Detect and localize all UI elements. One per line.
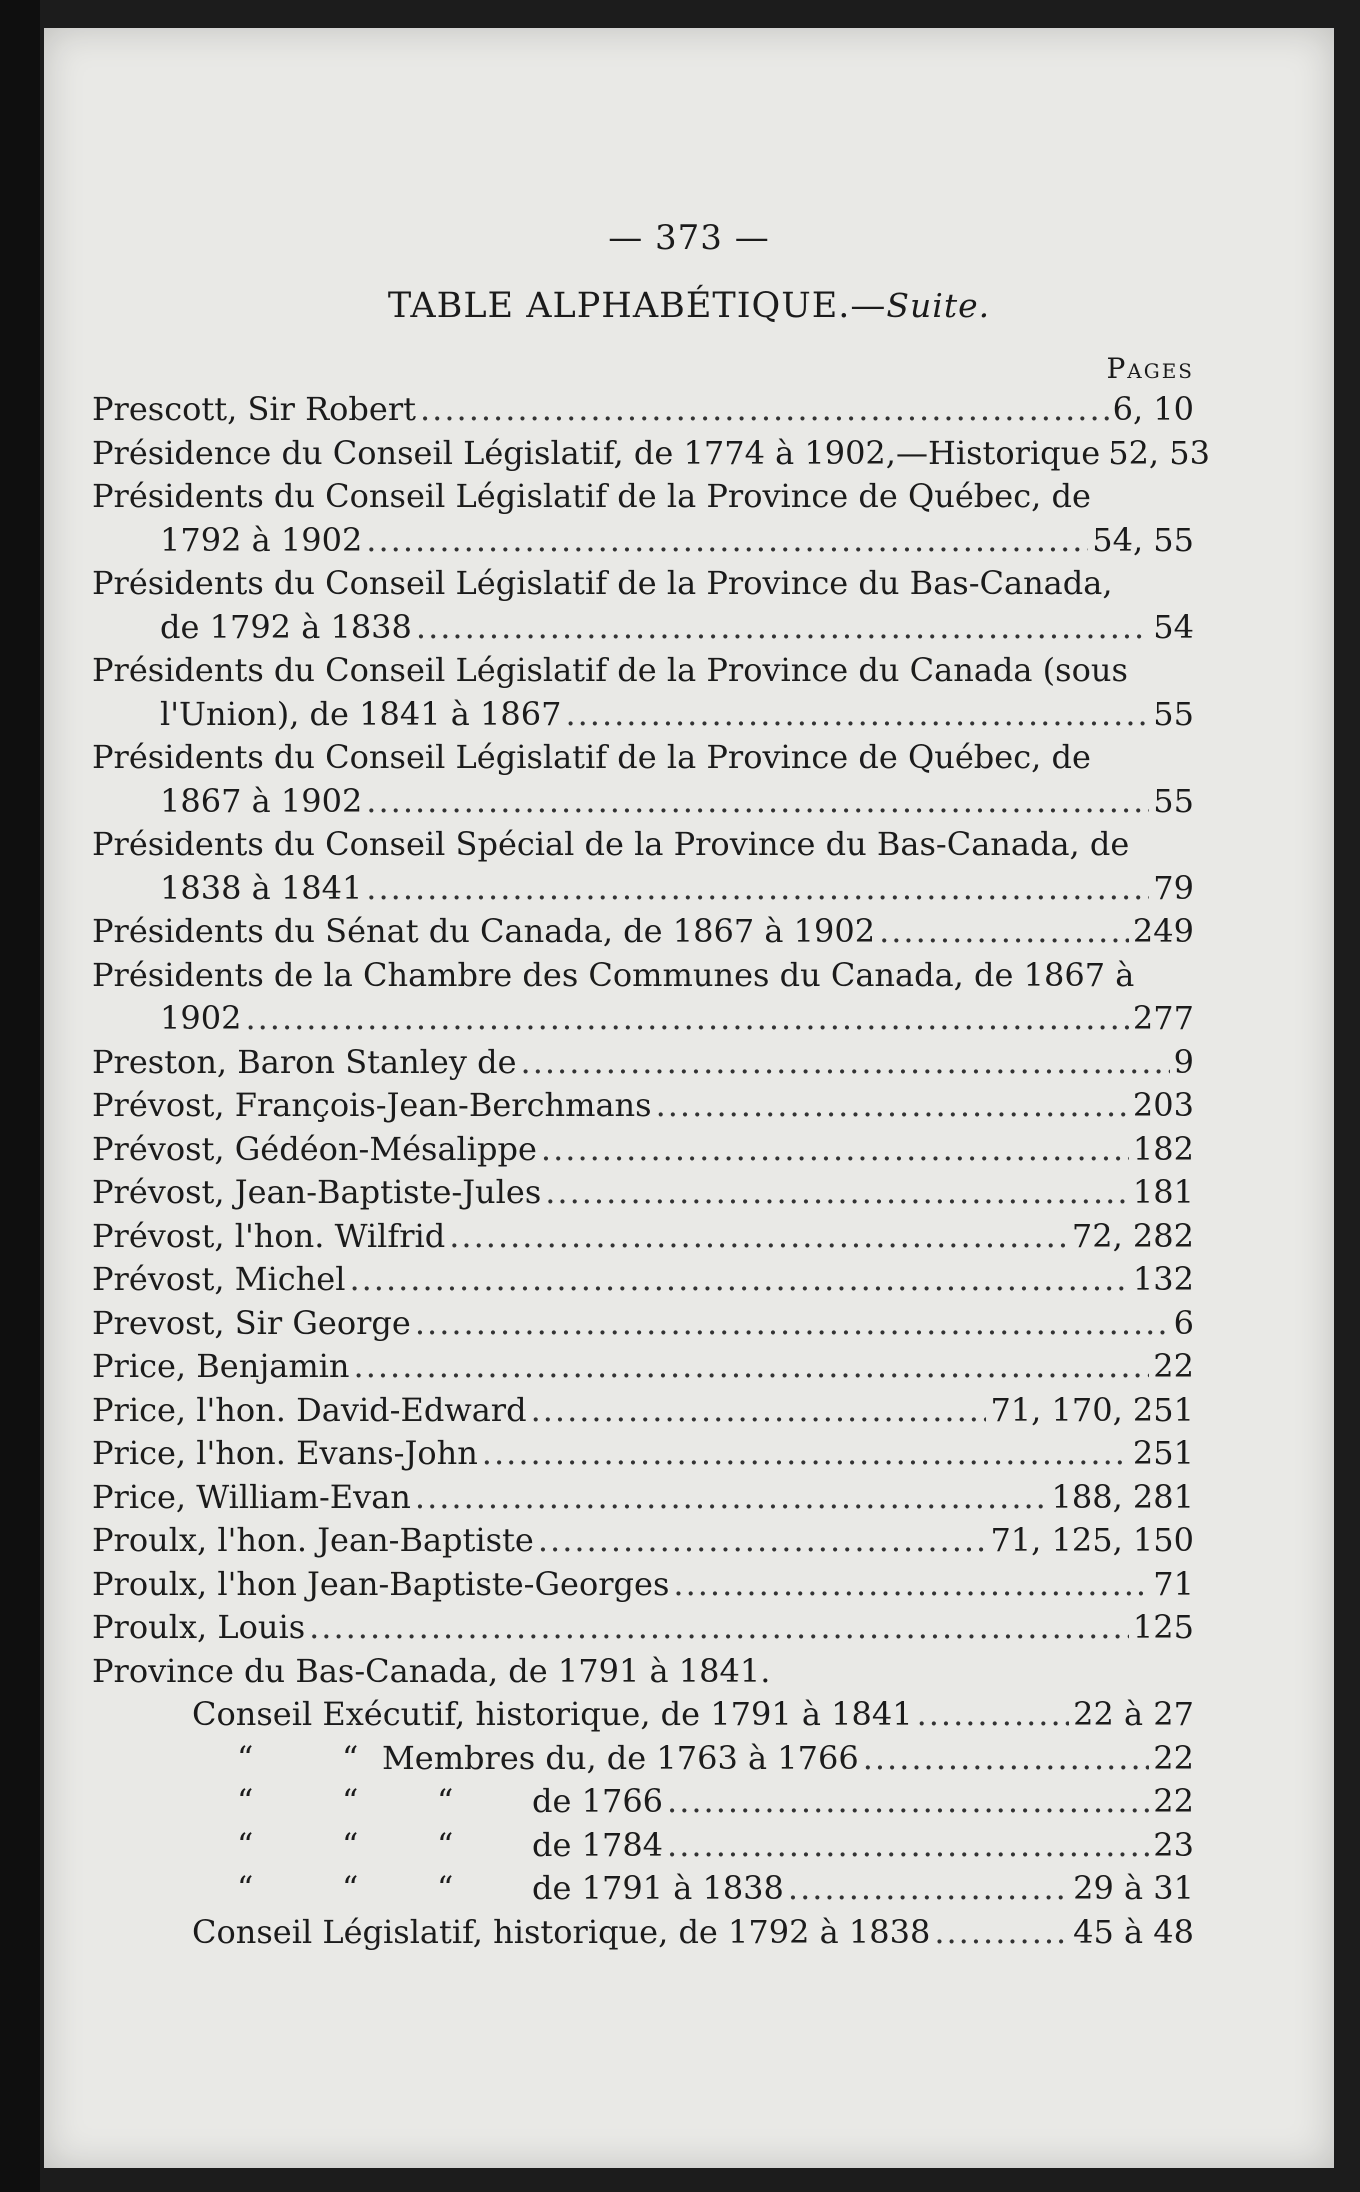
dot-leader (667, 1780, 1149, 1824)
entry-pages: 22 à 27 (1073, 1695, 1194, 1733)
dot-leader (521, 1041, 1170, 1085)
entry-pages: 181 (1132, 1173, 1194, 1211)
ditto-mark: “ (237, 1782, 254, 1820)
ditto-entry-body (532, 1780, 1194, 1824)
index-entry (92, 954, 1194, 998)
entry-title: 1792 à 1902 (160, 520, 363, 559)
index-entry (92, 1389, 1194, 1433)
index-entry (92, 1258, 1194, 1302)
entry-pages: 22 (1153, 1347, 1194, 1385)
entry-title: 1902 (160, 999, 242, 1037)
entry-pages: 23 (1153, 1825, 1194, 1864)
entry-title: Prevost, Sir George (92, 1303, 411, 1342)
ditto-entry-body (382, 1737, 1194, 1781)
heading-suffix: Suite. (886, 286, 991, 325)
index-entry (92, 1345, 1194, 1389)
entry-pages: 249 (1132, 912, 1194, 950)
entry-pages: 71, 170, 251 (990, 1390, 1194, 1429)
entry-pages: 125 (1132, 1608, 1194, 1646)
index-entry (92, 519, 1194, 563)
ditto-mark: “ (342, 1738, 359, 1777)
entry-title: de 1766 (532, 1782, 664, 1820)
page-heading (44, 286, 1334, 326)
document-page (44, 28, 1334, 2168)
entry-title: Proulx, Louis (92, 1608, 306, 1646)
dot-leader (482, 1432, 1129, 1476)
dot-leader (673, 1563, 1149, 1607)
index-entry (92, 1650, 1194, 1694)
index-entry (92, 388, 1194, 432)
heading-title: TABLE ALPHABÉTIQUE.— (387, 286, 887, 326)
ditto-entry (92, 1867, 1194, 1911)
entry-pages: 71 (1153, 1564, 1194, 1603)
entry-title: Price, Benjamin (92, 1347, 350, 1385)
entry-title: Prévost, l'hon. Wilfrid (92, 1216, 446, 1255)
dot-leader (788, 1867, 1069, 1911)
entry-pages: 203 (1132, 1086, 1194, 1124)
dot-leader (366, 519, 1088, 563)
entry-pages: 277 (1132, 999, 1194, 1037)
entry-title: Province du Bas-Canada, de 1791 à 1841. (92, 1651, 771, 1690)
entry-title: Présidents du Conseil Législatif de la Province du Bas-Canada, (92, 564, 1113, 602)
index-entry (92, 997, 1194, 1041)
entry-pages: 72, 282 (1071, 1216, 1194, 1255)
ditto-entry-body (532, 1867, 1194, 1911)
index-entry (92, 1084, 1194, 1128)
dot-leader (366, 867, 1149, 911)
entry-pages: 55 (1153, 694, 1194, 733)
dot-leader (917, 1693, 1070, 1737)
ditto-mark: “ (342, 1825, 359, 1864)
page-number: — 373 — (608, 218, 770, 258)
dot-leader (366, 780, 1149, 824)
entry-title: Conseil Législatif, historique, de 1792 à 1838 (192, 1912, 931, 1951)
entry-pages: 22 (1153, 1738, 1194, 1777)
index-entries (92, 388, 1210, 1954)
entry-title: Présidents du Conseil Législatif de la Province du Canada (sous (92, 651, 1128, 689)
entry-title: Membres du, de 1763 à 1766 (382, 1738, 859, 1777)
index-entry (92, 432, 1210, 476)
entry-pages: 182 (1132, 1129, 1194, 1168)
entry-title: Conseil Exécutif, historique, de 1791 à 1841 (192, 1695, 913, 1733)
entry-pages: 132 (1132, 1260, 1194, 1298)
index-entry (92, 606, 1194, 650)
entry-title: Prévost, Gédéon-Mésalippe (92, 1129, 537, 1168)
index-entry (92, 1563, 1194, 1607)
index-entry (92, 693, 1194, 737)
index-entry (92, 780, 1194, 824)
ditto-entry-body (532, 1824, 1194, 1868)
ditto-mark: “ (342, 1869, 359, 1907)
ditto-mark: “ (342, 1782, 359, 1820)
entry-pages: 251 (1132, 1434, 1194, 1472)
entry-title: Présidence du Conseil Législatif, de 1774 à 1902,—Historique (92, 433, 1101, 472)
entry-title: 1867 à 1902 (160, 781, 363, 820)
index-entry (92, 823, 1194, 867)
entry-pages: 79 (1153, 868, 1194, 907)
dot-leader (349, 1258, 1128, 1302)
dot-leader (863, 1737, 1150, 1781)
entry-title: Proulx, l'hon. Jean-Baptiste (92, 1521, 534, 1559)
entry-title: Proulx, l'hon Jean-Baptiste-Georges (92, 1564, 670, 1603)
entry-title: Prévost, Michel (92, 1260, 346, 1298)
entry-title: Price, William-Evan (92, 1477, 411, 1516)
dot-leader (309, 1606, 1129, 1650)
entry-title: Présidents du Conseil Législatif de la Province de Québec, de (92, 477, 1091, 515)
entry-pages: 6 (1173, 1303, 1194, 1342)
dot-leader (545, 1171, 1129, 1215)
dot-leader (531, 1389, 987, 1433)
index-entry (92, 1041, 1194, 1085)
entry-title: Présidents du Conseil Spécial de la Province du Bas-Canada, de (92, 825, 1130, 863)
entry-title: Preston, Baron Stanley de (92, 1042, 517, 1081)
ditto-entry (92, 1737, 1194, 1781)
entry-title: Prévost, Jean-Baptiste-Jules (92, 1173, 542, 1211)
ditto-mark: “ (237, 1738, 254, 1777)
dot-leader (667, 1824, 1149, 1868)
entry-title: Price, l'hon. David-Edward (92, 1390, 527, 1429)
index-entry (92, 1911, 1194, 1955)
index-entry (92, 1519, 1194, 1563)
entry-title: Price, l'hon. Evans-John (92, 1434, 478, 1472)
ditto-entry (92, 1824, 1194, 1868)
entry-title: Prévost, François-Jean-Berchmans (92, 1086, 652, 1124)
index-entry (92, 1432, 1194, 1476)
dot-leader (449, 1215, 1068, 1259)
index-entry (92, 1476, 1194, 1520)
pages-column-label: Pages (1106, 352, 1194, 385)
entry-pages: 29 à 31 (1073, 1869, 1194, 1907)
index-entry (92, 910, 1194, 954)
dot-leader (656, 1084, 1129, 1128)
entry-title: Prescott, Sir Robert (92, 390, 416, 428)
entry-title: Présidents du Sénat du Canada, de 1867 à 1902 (92, 912, 876, 950)
dot-leader (541, 1128, 1129, 1172)
entry-title: de 1784 (532, 1825, 664, 1864)
dot-leader (879, 910, 1129, 954)
entry-pages: 22 (1153, 1782, 1194, 1820)
entry-pages: 188, 281 (1051, 1477, 1194, 1516)
dot-leader (245, 997, 1128, 1041)
entry-pages: 52, 53 (1108, 433, 1210, 472)
entry-pages: 9 (1173, 1042, 1194, 1081)
entry-title: 1838 à 1841 (160, 868, 363, 907)
index-entry (92, 649, 1194, 693)
entry-title: de 1792 à 1838 (160, 607, 412, 646)
entry-pages: 6, 10 (1112, 390, 1194, 428)
ditto-mark: “ (237, 1825, 254, 1864)
ditto-mark: “ (437, 1869, 454, 1907)
index-entry (92, 1171, 1194, 1215)
dot-leader (934, 1911, 1069, 1955)
index-entry (92, 1128, 1194, 1172)
ditto-mark: “ (437, 1825, 454, 1864)
ditto-mark: “ (237, 1869, 254, 1907)
entry-pages: 54 (1153, 607, 1194, 646)
entry-title: Présidents de la Chambre des Communes du Canada, de 1867 à (92, 955, 1135, 994)
dot-leader (420, 388, 1109, 432)
scan-border (0, 0, 40, 2192)
index-entry (92, 1302, 1194, 1346)
dot-leader (354, 1345, 1150, 1389)
dot-leader (538, 1519, 987, 1563)
entry-title: de 1791 à 1838 (532, 1869, 784, 1907)
entry-pages: 45 à 48 (1073, 1912, 1194, 1951)
index-entry (92, 562, 1194, 606)
index-entry (92, 1215, 1194, 1259)
dot-leader (415, 1302, 1170, 1346)
index-entry (92, 736, 1194, 780)
entry-pages: 55 (1153, 781, 1194, 820)
dot-leader (565, 693, 1149, 737)
entry-title: l'Union), de 1841 à 1867 (160, 694, 562, 733)
dot-leader (416, 606, 1149, 650)
entry-title: Présidents du Conseil Législatif de la Province de Québec, de (92, 738, 1091, 776)
index-entry (92, 867, 1194, 911)
ditto-mark: “ (437, 1782, 454, 1820)
index-entry (92, 1693, 1194, 1737)
index-entry (92, 1606, 1194, 1650)
index-entry (92, 475, 1194, 519)
ditto-entry (92, 1780, 1194, 1824)
dot-leader (415, 1476, 1048, 1520)
entry-pages: 54, 55 (1092, 520, 1194, 559)
entry-pages: 71, 125, 150 (990, 1521, 1194, 1559)
